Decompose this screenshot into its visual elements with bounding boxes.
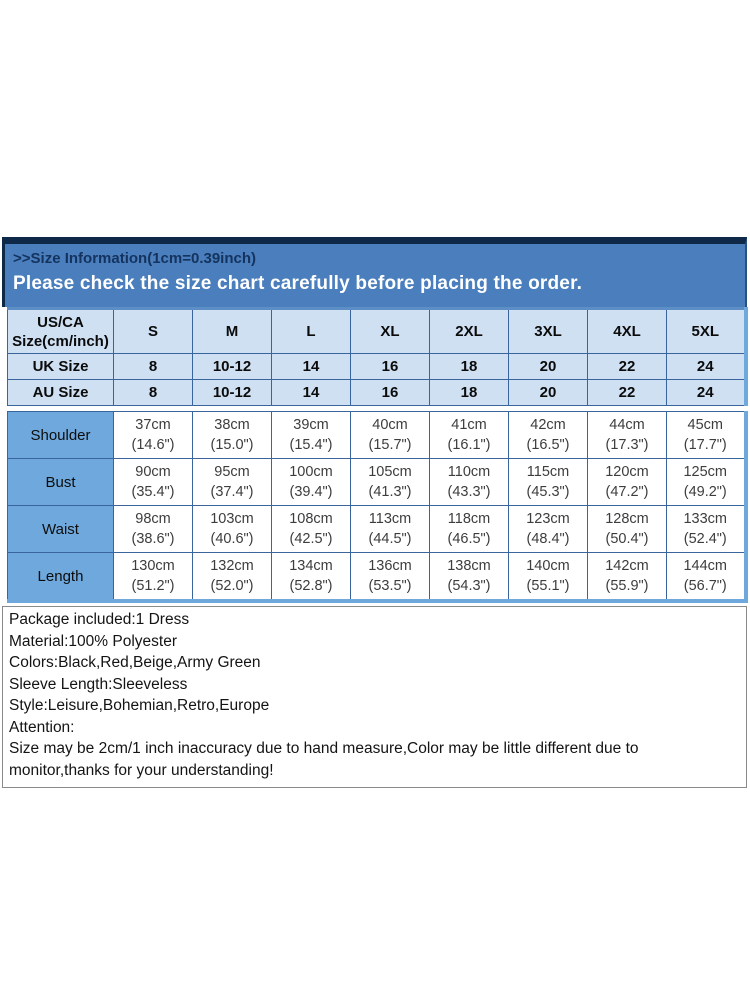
measurement-value-cell bbox=[667, 553, 746, 602]
product-notes bbox=[2, 606, 747, 788]
conversion-value: 14 bbox=[272, 354, 351, 380]
size-column-header: L bbox=[272, 309, 351, 354]
measurement-inch: (56.7") bbox=[683, 578, 727, 594]
measurement-inch: (38.6") bbox=[131, 531, 175, 547]
note-line: Material:100% Polyester bbox=[9, 632, 177, 650]
banner-title: >>Size Information(1cm=0.39inch) bbox=[13, 250, 256, 267]
measurement-cm: 134cm bbox=[289, 558, 333, 574]
size-header-row bbox=[8, 309, 746, 354]
measurement-value-cell bbox=[509, 459, 588, 506]
measurement-cm: 100cm bbox=[289, 464, 333, 480]
measurement-value-cell bbox=[588, 459, 667, 506]
measurement-value-cell bbox=[114, 553, 193, 602]
measurement-cm: 128cm bbox=[605, 511, 649, 527]
measurement-value-cell bbox=[351, 459, 430, 506]
size-column-header: 3XL bbox=[509, 309, 588, 354]
measurement-inch: (55.1") bbox=[526, 578, 570, 594]
measurement-value-cell bbox=[351, 412, 430, 459]
size-column-header: S bbox=[114, 309, 193, 354]
measurement-cm: 130cm bbox=[131, 558, 175, 574]
measurement-value-cell bbox=[667, 459, 746, 506]
measurement-inch: (41.3") bbox=[368, 484, 412, 500]
measurement-inch: (15.7") bbox=[368, 437, 412, 453]
measurement-inch: (46.5") bbox=[447, 531, 491, 547]
size-column-header: 2XL bbox=[430, 309, 509, 354]
measurement-cm: 118cm bbox=[447, 511, 491, 527]
measurement-cm: 133cm bbox=[683, 511, 728, 527]
measurement-row-label: Length bbox=[8, 553, 114, 602]
measurement-value-cell bbox=[272, 459, 351, 506]
measurement-cm: 132cm bbox=[210, 558, 254, 574]
size-column-header: M bbox=[193, 309, 272, 354]
conversion-value: 8 bbox=[114, 354, 193, 380]
measurement-inch: (54.3") bbox=[447, 578, 491, 594]
measurement-inch: (39.4") bbox=[289, 484, 333, 500]
measurement-inch: (43.3") bbox=[447, 484, 491, 500]
measurement-inch: (16.5") bbox=[526, 437, 570, 453]
size-column-header: 5XL bbox=[667, 309, 746, 354]
measurement-value-cell bbox=[272, 553, 351, 602]
measurement-inch: (47.2") bbox=[605, 484, 649, 500]
size-column-header: 4XL bbox=[588, 309, 667, 354]
measurement-inch: (52.0") bbox=[210, 578, 254, 594]
measurement-cm: 140cm bbox=[526, 558, 570, 574]
measurement-cm: 113cm bbox=[368, 511, 412, 527]
measurement-inch: (50.4") bbox=[605, 531, 649, 547]
measurement-value-cell bbox=[430, 506, 509, 553]
measurement-inch: (52.4") bbox=[683, 531, 727, 547]
measurement-cm: 142cm bbox=[605, 558, 649, 574]
measurement-row-label: Shoulder bbox=[8, 412, 114, 459]
measurement-cm: 38cm bbox=[214, 417, 250, 433]
measurement-inch: (42.5") bbox=[289, 531, 333, 547]
measurement-cm: 45cm bbox=[687, 417, 723, 433]
measurement-inch: (17.7") bbox=[683, 437, 727, 453]
conversion-value: 14 bbox=[272, 380, 351, 406]
measurement-cm: 123cm bbox=[526, 511, 570, 527]
measurement-cm: 136cm bbox=[368, 558, 412, 574]
note-line: Size may be 2cm/1 inch inaccuracy due to hand measure,Color may be little different due to monitor,thanks for your understanding! bbox=[9, 740, 639, 779]
measurement-value-cell bbox=[430, 412, 509, 459]
conversion-value: 24 bbox=[667, 380, 746, 406]
measurement-cm: 108cm bbox=[289, 511, 333, 527]
measurement-row bbox=[8, 553, 746, 602]
note-line: Attention: bbox=[9, 718, 75, 736]
measurement-cm: 125cm bbox=[683, 464, 728, 480]
measurement-inch: (44.5") bbox=[368, 531, 412, 547]
note-line: Colors:Black,Red,Beige,Army Green bbox=[9, 654, 261, 671]
conversion-value: 20 bbox=[509, 354, 588, 380]
measurement-value-cell bbox=[114, 412, 193, 459]
measurement-cm: 39cm bbox=[293, 417, 329, 433]
measurement-value-cell bbox=[351, 553, 430, 602]
measurement-value-cell bbox=[430, 553, 509, 602]
measurement-table bbox=[7, 411, 748, 603]
measurement-cm: 44cm bbox=[609, 417, 645, 433]
measurement-value-cell bbox=[193, 459, 272, 506]
measurement-inch: (17.3") bbox=[605, 437, 649, 453]
measurement-inch: (52.8") bbox=[289, 578, 333, 594]
measurement-inch: (45.3") bbox=[526, 484, 570, 500]
corner-cell bbox=[8, 309, 114, 354]
measurement-row bbox=[8, 412, 746, 459]
measurement-inch: (48.4") bbox=[526, 531, 570, 547]
corner-label-line2: Size(cm/inch) bbox=[12, 332, 109, 350]
note-line: Style:Leisure,Bohemian,Retro,Europe bbox=[9, 697, 270, 714]
note-line: Package included:1 Dress bbox=[9, 611, 190, 628]
measurement-value-cell bbox=[509, 506, 588, 553]
conversion-value: 16 bbox=[351, 354, 430, 380]
measurement-value-cell bbox=[509, 553, 588, 602]
size-conversion-table bbox=[7, 307, 748, 406]
measurement-inch: (35.4") bbox=[131, 484, 175, 500]
measurement-inch: (15.4") bbox=[289, 437, 333, 453]
conversion-value: 8 bbox=[114, 380, 193, 406]
conversion-value: 24 bbox=[667, 354, 746, 380]
measurement-cm: 98cm bbox=[135, 511, 171, 527]
measurement-value-cell bbox=[430, 459, 509, 506]
measurement-cm: 144cm bbox=[683, 558, 728, 574]
note-line: Sleeve Length:Sleeveless bbox=[9, 675, 188, 693]
measurement-inch: (53.5") bbox=[368, 578, 412, 594]
measurement-cm: 138cm bbox=[447, 558, 491, 574]
measurement-inch: (40.6") bbox=[210, 531, 254, 547]
measurement-cm: 105cm bbox=[368, 464, 412, 480]
measurement-cm: 90cm bbox=[135, 464, 171, 480]
size-column-header: XL bbox=[351, 309, 430, 354]
corner-label-line1: US/CA bbox=[37, 313, 84, 331]
conversion-value: 16 bbox=[351, 380, 430, 406]
measurement-cm: 37cm bbox=[135, 417, 171, 433]
measurement-inch: (55.9") bbox=[605, 578, 649, 594]
measurement-cm: 41cm bbox=[451, 417, 487, 433]
measurement-cm: 120cm bbox=[605, 464, 649, 480]
size-info-banner bbox=[2, 237, 747, 307]
measurement-cm: 95cm bbox=[214, 464, 250, 480]
measurement-value-cell bbox=[351, 506, 430, 553]
measurement-value-cell bbox=[667, 506, 746, 553]
measurement-value-cell bbox=[272, 506, 351, 553]
measurement-row bbox=[8, 459, 746, 506]
conversion-value: 10-12 bbox=[193, 380, 272, 406]
measurement-value-cell bbox=[667, 412, 746, 459]
conversion-row bbox=[8, 380, 746, 406]
conversion-row bbox=[8, 354, 746, 380]
measurement-value-cell bbox=[114, 506, 193, 553]
measurement-cm: 103cm bbox=[210, 511, 254, 527]
measurement-inch: (49.2") bbox=[683, 484, 727, 500]
measurement-cm: 40cm bbox=[372, 417, 408, 433]
measurement-value-cell bbox=[509, 412, 588, 459]
conversion-value: 22 bbox=[588, 380, 667, 406]
measurement-row-label: Bust bbox=[8, 459, 114, 506]
conversion-value: 10-12 bbox=[193, 354, 272, 380]
conversion-row-label: AU Size bbox=[8, 380, 114, 406]
measurement-inch: (37.4") bbox=[210, 484, 254, 500]
measurement-inch: (16.1") bbox=[447, 437, 491, 453]
measurement-value-cell bbox=[193, 412, 272, 459]
measurement-inch: (15.0") bbox=[210, 437, 254, 453]
measurement-inch: (14.6") bbox=[131, 437, 175, 453]
measurement-value-cell bbox=[588, 412, 667, 459]
measurement-value-cell bbox=[588, 506, 667, 553]
measurement-value-cell bbox=[272, 412, 351, 459]
conversion-value: 22 bbox=[588, 354, 667, 380]
conversion-row-label: UK Size bbox=[8, 354, 114, 380]
measurement-row bbox=[8, 506, 746, 553]
measurement-value-cell bbox=[193, 506, 272, 553]
measurement-value-cell bbox=[193, 553, 272, 602]
conversion-value: 18 bbox=[430, 354, 509, 380]
banner-subtitle: Please check the size chart carefully before placing the order. bbox=[13, 273, 583, 294]
measurement-cm: 115cm bbox=[526, 464, 570, 480]
conversion-value: 18 bbox=[430, 380, 509, 406]
measurement-cm: 110cm bbox=[447, 464, 491, 480]
conversion-value: 20 bbox=[509, 380, 588, 406]
measurement-value-cell bbox=[588, 553, 667, 602]
measurement-value-cell bbox=[114, 459, 193, 506]
measurement-cm: 42cm bbox=[530, 417, 566, 433]
measurement-row-label: Waist bbox=[8, 506, 114, 553]
measurement-inch: (51.2") bbox=[131, 578, 175, 594]
